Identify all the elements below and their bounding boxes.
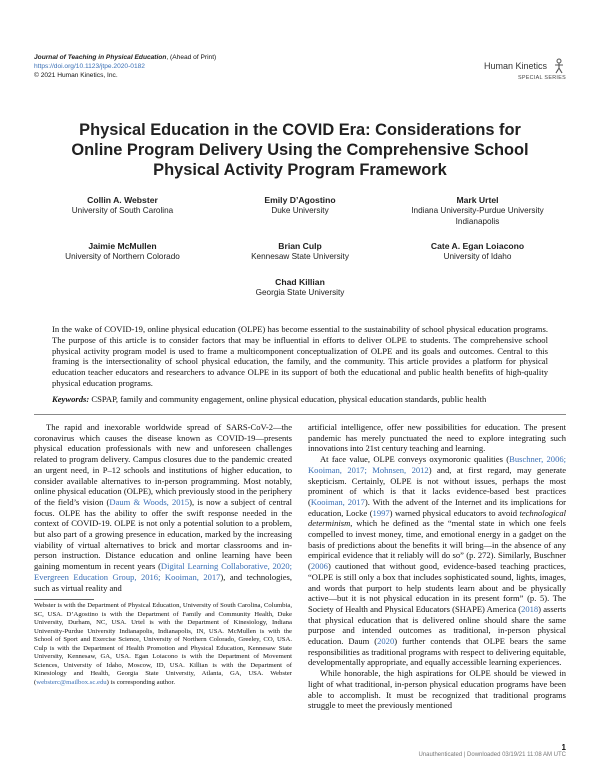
text-run: ) asserts that physical education that is delivered online should share the same purpose and intended outcomes as traditional, in-person physical education. Daum (: [308, 603, 566, 647]
doi-link[interactable]: https://doi.org/10.1123/jtpe.2020-0182: [34, 63, 145, 70]
emphasized-term: technological determinism: [308, 507, 566, 529]
series-label: SPECIAL SERIES: [517, 75, 566, 81]
author-affiliation: Indiana University-Purdue University Indianapolis: [411, 206, 544, 226]
author: [212, 194, 389, 227]
publication-status: , (Ahead of Print): [166, 54, 217, 61]
author-name: Chad Killian: [275, 276, 325, 287]
download-note: Unauthenticated | Downloaded 03/19/21 11:08 AM UTC: [418, 752, 566, 758]
footnote-divider: [34, 599, 94, 600]
author-affiliation: University of Idaho: [443, 252, 512, 261]
publisher-name: Human Kinetics: [483, 61, 547, 71]
author: [34, 194, 211, 227]
citation-link[interactable]: 2020: [377, 636, 395, 647]
author: [212, 276, 389, 299]
citation-link[interactable]: 1997: [372, 507, 390, 518]
author-affiliation: Duke University: [271, 206, 329, 215]
keywords-text: CSPAP, family and community engagement, online physical education, physical education standards, public health: [89, 394, 487, 404]
text-run: ), is now a subject of central focus. OLPE has the ability to offer the swift response needed in the context of COVID-19. OLPE is not only a potential solution to a problem, but also part of a growing presence in education, marked by the increasing viability of virtual alternatives to brick and mortar classrooms and in-person instruction. Distance education and online learning have been gaining momentum in recent years (: [34, 496, 292, 572]
text-run: The rapid and inexorable worldwide spread of SARS-CoV-2—the coronavirus which causes the disease known as COVID-19—presents physical education professionals with new and unforeseen challenges related to program delivery. Campus closures due to the pandemic created an urgent need, in P–12 schools and institutions of higher education, to consider available alternatives to in-person programming. Most notably, online physical education (OLPE), which previously stood in the periphery of the field’s vision (: [34, 422, 292, 507]
author: [389, 194, 566, 227]
author-name: Emily D’Agostino: [264, 195, 336, 205]
text-run: ) warned physical educators to avoid: [389, 507, 520, 518]
citation-link[interactable]: Digital Learning Collaborative, 2020; Evergreen Education Group, 2016; Kooiman, 2017: [34, 561, 293, 582]
author: [389, 240, 566, 263]
text-run: At face value, OLPE conveys oxymoronic qualities (: [320, 454, 510, 465]
author-affiliation: Kennesaw State University: [251, 252, 349, 261]
author-affiliation: University of Northern Colorado: [65, 252, 180, 261]
abstract: In the wake of COVID-19, online physical education (OLPE) has become essential to the sustainability of school physical education programs. The purpose of this article is to consider factors that may be influential in efforts to deliver OLPE to students. The comprehensive school physical activity program model is used to frame a multicomponent conceptualization of OLPE and its goals and outcomes. Central to this framing is the intersectionality of school physical education, the family, and the community. This article provides a platform for physical education teacher educators and researchers to advance OLPE in its support of both the educational and public health benefits of high-quality physical education programs.: [52, 324, 548, 388]
author-name: Brian Culp: [278, 241, 322, 251]
publisher-block: [484, 58, 566, 81]
author-name: Cate A. Egan Loiacono: [430, 241, 525, 251]
citation-link[interactable]: 2018: [521, 603, 539, 614]
keywords-label: Keywords:: [52, 394, 90, 404]
body-column-right: [308, 422, 566, 711]
text-run: ), and technologies, such as virtual reality and: [34, 571, 293, 593]
body-paragraph: While honorable, the high aspirations for OLPE should be viewed in light of what traditional, in-person physical education programs have been able to accomplish. It must be recognized that traditional programs struggle to meet the previously mentioned: [308, 668, 566, 711]
journal-title: Journal of Teaching in Physical Education: [34, 54, 167, 61]
page-number: 1: [561, 743, 566, 752]
email-link[interactable]: websterc@mailbox.sc.edu: [36, 678, 107, 686]
body-paragraph: artificial intelligence, offer new possibilities for education. The present pandemic has merely punctuated the need to explore integrating such innovations into 21st century teaching and learning.: [308, 422, 566, 454]
author: [34, 240, 211, 263]
body-column-left: [34, 422, 292, 593]
citation-link[interactable]: Buschner, 2006; Kooiman, 2017; Mohnsen, 2012: [308, 454, 567, 475]
author: [212, 240, 389, 263]
author-affiliation: Georgia State University: [255, 287, 345, 297]
text-run: ) further contends that OLPE bears the same responsibilities as traditional programs with respect to delivering equitable, developmentally appropriate, and equally accessible learning experiences.: [308, 636, 566, 668]
text-run: , which he defined as the “mental state in which one feels compelled to invest money, time, and emotional energy in a gadget on the basis of predictions about the benefits it will bring—in the absence of any empirical evidence that it reliably will do so” (p. 272). Similarly, Buschner (: [308, 518, 566, 572]
journal-header: [34, 53, 216, 80]
text-run: Webster is with the Department of Physical Education, University of South Carolina, Columbia, SC, USA. D’Agostino is with the Department of Family and Community Health, Duke University, Durham, NC, USA. Urtel is with the Department of Kinesiology, Indiana University-Purdue University Indianapolis, Indianapolis, IN, USA. McMullen is with the School of Sport and Exercise Science, University of Northern Colorado, Greeley, CO, USA. Culp is with the Department of Health Promotion and Physical Education, Kennesaw State University, Kennesaw, GA, USA. Egan Loiacono is with the Department of Movement Sciences, University of Idaho, Moscow, ID, USA. Killian is with the Department of Kinesiology and Health, Georgia State University, Atlanta, GA, USA. Webster (: [34, 602, 292, 686]
author-name: Jaimie McMullen: [88, 241, 157, 251]
keywords: [52, 394, 548, 405]
text-run: ) cautioned that without good, evidence-based teaching practices, “OLPE is still only a box that includes sophisticated sound, lights, images, and words that purport to help students learn about and be physically active—but it is not physical education in its present form” (p. 5). The Society of Health and Physical Educators (SHAPE) America (: [308, 561, 566, 614]
body-paragraph: [34, 422, 292, 593]
author-footnote: [34, 602, 292, 687]
citation-link[interactable]: 2006: [310, 561, 328, 572]
author-name: Collin A. Webster: [87, 195, 158, 205]
text-run: ). With the advent of the Internet and its implications for education, Locke (: [308, 496, 566, 518]
citation-link[interactable]: Kooiman, 2017: [310, 496, 365, 507]
body-paragraph: [308, 454, 566, 668]
article-title: Physical Education in the COVID Era: Considerations for Online Program Delivery Using the Comprehensive School Physical Activity Program Framework: [71, 121, 529, 179]
citation-link[interactable]: Daum & Woods, 2015: [109, 496, 190, 507]
author-affiliation: University of South Carolina: [71, 206, 174, 215]
author-name: Mark Urtel: [456, 195, 499, 205]
author-list: [34, 194, 566, 311]
text-run: ) is corresponding author.: [106, 678, 176, 686]
copyright: © 2021 Human Kinetics, Inc.: [34, 72, 118, 79]
human-kinetics-logo-icon: [552, 58, 566, 74]
section-divider: [34, 414, 566, 415]
text-run: ) and, at first regard, may generate skepticism. Certainly, OLPE is not without issues, perhaps the most prominent of which is that it lacks evidence-based best practices (: [308, 464, 567, 507]
